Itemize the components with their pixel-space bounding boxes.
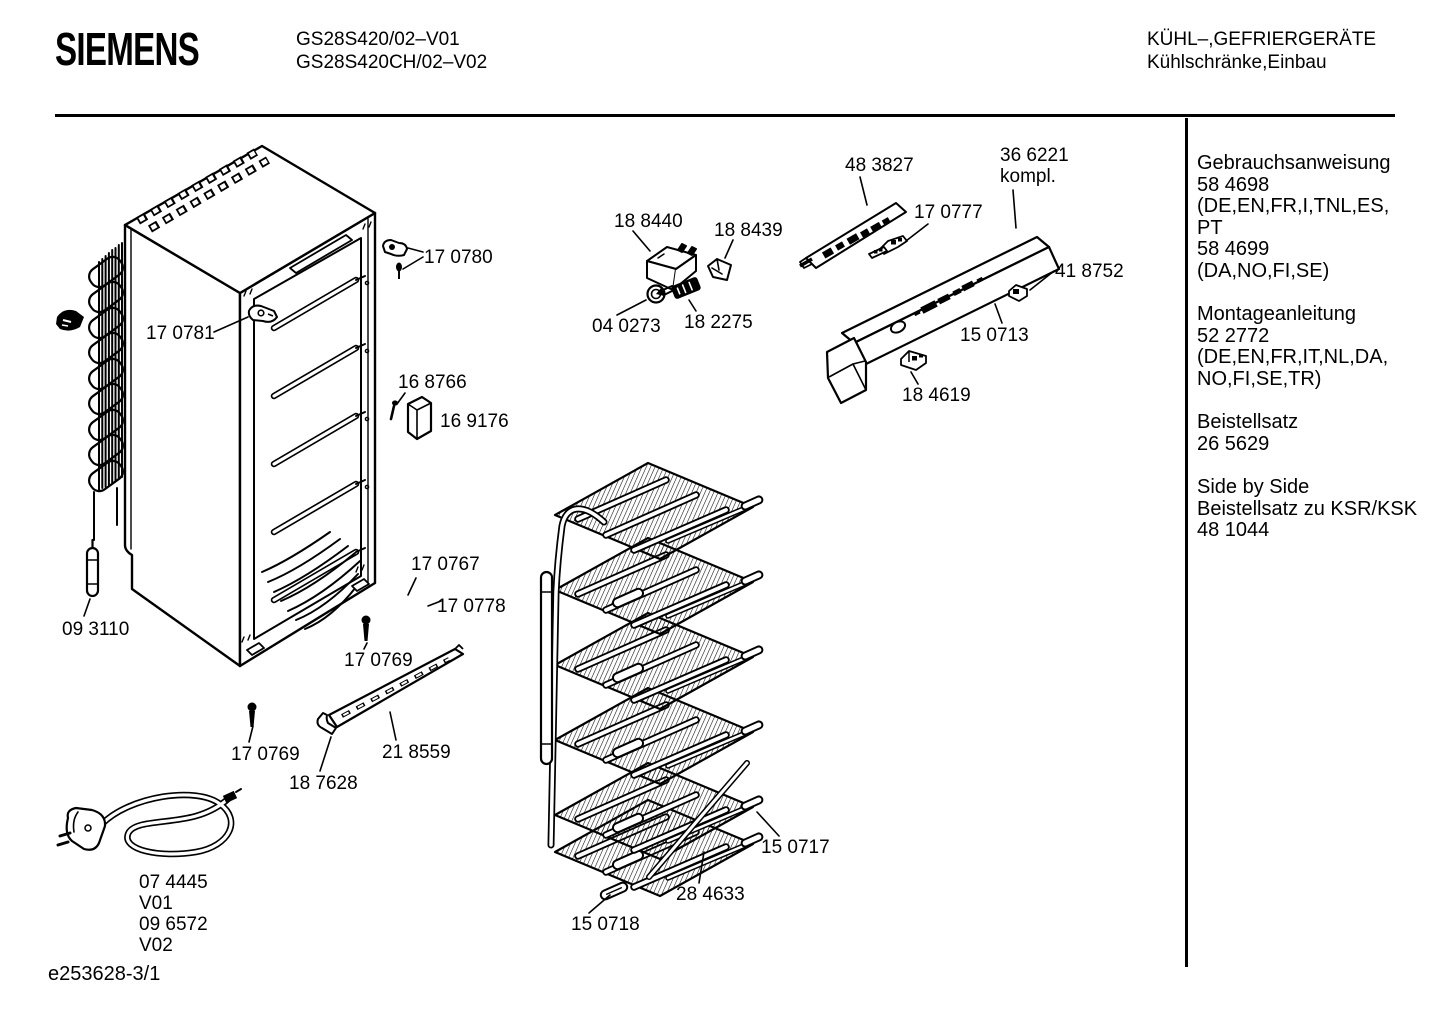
sidebar-section-beistellsatz	[1197, 412, 1439, 455]
sidebar-line: Side by Side	[1197, 476, 1310, 498]
part-label-18-8440: 18 8440	[614, 211, 683, 232]
sidebar-line: 26 5629	[1197, 432, 1270, 455]
sidebar-section-montageanleitung	[1197, 304, 1439, 390]
bracket-150718	[599, 881, 628, 901]
part-label-36-6221-kompl: kompl.	[1000, 166, 1056, 187]
screw-bottom	[248, 703, 257, 728]
sidebar-line: (DE,EN,FR,I,TNL,ES,	[1197, 195, 1390, 217]
part-label-17-0777: 17 0777	[914, 202, 983, 223]
sidebar-line: Beistellsatz zu KSR/KSK	[1197, 497, 1418, 520]
part-label-15-0713: 15 0713	[960, 325, 1029, 346]
part-label-16-9176: 16 9176	[440, 411, 509, 432]
category-line-2: Kühlschränke,Einbau	[1147, 52, 1327, 73]
clip-184619	[901, 351, 926, 370]
part-label-21-8559: 21 8559	[382, 742, 451, 763]
part-label-36-6221	[1000, 145, 1069, 187]
part-label-17-0781: 17 0781	[146, 323, 215, 344]
hinge-bracket-top-right	[383, 240, 407, 279]
screw-top	[362, 616, 371, 642]
bracket-170777	[869, 236, 907, 258]
temp-sensor	[87, 540, 98, 596]
part-label-18-2275: 18 2275	[684, 312, 753, 333]
document-number: e253628-3/1	[48, 963, 161, 985]
part-label-48-3827: 48 3827	[845, 155, 914, 176]
sidebar-line: Montageanleitung	[1197, 303, 1357, 325]
sidebar-line: (DE,EN,FR,IT,NL,DA,	[1197, 346, 1389, 368]
clip-188439	[708, 259, 731, 280]
lamp-bulb	[648, 286, 673, 303]
pcb-strip	[800, 203, 906, 268]
part-label-07-4445: 07 4445	[139, 872, 208, 893]
part-label-41-8752: 41 8752	[1055, 261, 1124, 282]
part-label-17-0769-upper: 17 0769	[344, 650, 413, 671]
header-divider	[55, 114, 1395, 117]
category-line-1: KÜHL–,GEFRIERGERÄTE	[1147, 29, 1377, 50]
model-numbers	[296, 28, 487, 74]
part-label-17-0778: 17 0778	[437, 596, 506, 617]
part-label-v02: V02	[139, 935, 173, 956]
lamp-assembly	[647, 244, 731, 303]
part-label-17-0769-lower: 17 0769	[231, 744, 300, 765]
sidebar-line: 48 1044	[1197, 519, 1270, 541]
sidebar-section-side-by-side	[1197, 477, 1439, 542]
cabinet	[125, 146, 375, 666]
sidebar-line: 58 4698	[1197, 173, 1270, 196]
part-label-36-6221-number: 36 6221	[1000, 145, 1069, 166]
sidebar-line: Gebrauchsanweisung	[1197, 152, 1391, 174]
condenser-coil	[86, 243, 127, 540]
part-label-16-8766: 16 8766	[398, 372, 467, 393]
sidebar-line: PT	[1197, 216, 1223, 239]
evaporator-stack	[541, 463, 763, 901]
part-label-09-6572: 09 6572	[139, 914, 208, 935]
sidebar-line: 52 2772	[1197, 324, 1270, 347]
power-cord	[58, 789, 241, 854]
part-label-18-8439: 18 8439	[714, 220, 783, 241]
part-label-09-3110: 09 3110	[62, 619, 130, 640]
part-label-v01: V01	[139, 893, 173, 914]
part-label-power-cord	[139, 872, 208, 956]
part-label-15-0718: 15 0718	[571, 914, 640, 935]
sidebar-line: 58 4699	[1197, 238, 1270, 260]
sidebar-divider	[1185, 118, 1188, 967]
sidebar-section-gebrauchsanweisung	[1197, 153, 1439, 282]
category-title	[1147, 28, 1376, 74]
model-line-2: GS28S420CH/02–V02	[296, 52, 488, 73]
part-label-18-4619: 18 4619	[902, 385, 971, 406]
wall-bracket-icon	[56, 310, 84, 331]
sidebar-line: Beistellsatz	[1197, 411, 1299, 433]
part-label-15-0717: 15 0717	[761, 837, 830, 858]
block-169176	[408, 397, 431, 439]
part-label-04-0273: 04 0273	[592, 316, 661, 337]
part-label-17-0767: 17 0767	[411, 554, 480, 575]
sidebar-line: (DA,NO,FI,SE)	[1197, 259, 1330, 282]
control-panel	[827, 237, 1059, 403]
model-line-1: GS28S420/02–V01	[296, 29, 460, 50]
part-label-28-4633: 28 4633	[676, 884, 745, 905]
siemens-logo: SIEMENS	[55, 23, 200, 75]
sidebar-line: NO,FI,SE,TR)	[1197, 367, 1322, 390]
part-label-17-0780: 17 0780	[424, 247, 493, 268]
plug-icon	[58, 808, 105, 850]
reference-sidebar	[1197, 153, 1439, 564]
part-label-18-7628: 18 7628	[289, 773, 358, 794]
